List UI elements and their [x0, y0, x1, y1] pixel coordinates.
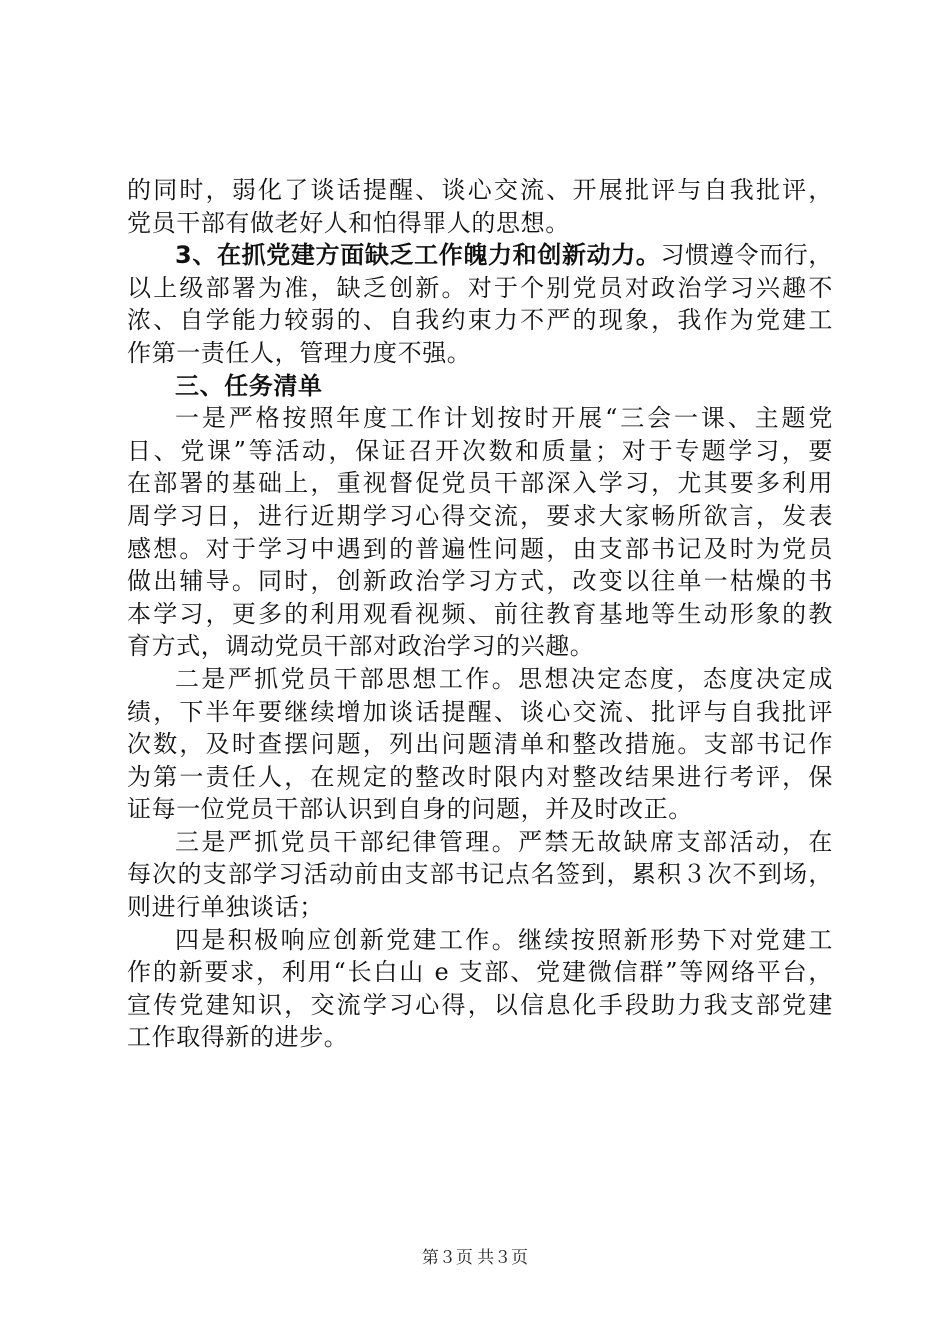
line-text: 作的新要求，利用“长白山 e 支部、党建微信群”等网络平台，	[127, 958, 833, 987]
line-text: 工作取得新的进步。	[127, 1023, 349, 1052]
text-line	[127, 174, 833, 207]
text-line	[127, 793, 833, 826]
line-text: 在部署的基础上，重视督促党员干部深入学习，尤其要多利用	[127, 469, 833, 498]
document-body	[127, 174, 833, 1054]
page-footer: 第３页 共３页	[421, 1248, 529, 1267]
text-line	[127, 728, 833, 761]
text-line	[127, 858, 833, 891]
line-text: 感想。对于学习中遇到的普遍性问题，由支部书记及时为党员	[127, 534, 833, 563]
line-text: 证每一位党员干部认识到自身的问题，并及时改正。	[127, 795, 693, 824]
line-text: 宣传党建知识，交流学习心得，以信息化手段助力我支部党建	[127, 990, 833, 1019]
bold-lead-text: 3、在抓党建方面缺乏工作魄力和创新动力。	[175, 241, 661, 270]
text-line	[127, 533, 833, 566]
line-text: 本学习，更多的利用观看视频、前往教育基地等生动形象的教	[127, 599, 833, 628]
line-text: 三是严抓党员干部纪律管理。严禁无故缺席支部活动，在	[175, 827, 833, 856]
text-line	[127, 1021, 833, 1054]
text-line	[127, 435, 833, 468]
text-line	[127, 565, 833, 598]
text-line	[127, 924, 833, 957]
text-line	[127, 598, 833, 631]
text-line	[127, 663, 833, 696]
text-line	[127, 891, 833, 924]
line-text: 浓、自学能力较弱的、自我约束力不严的现象，我作为党建工	[127, 306, 833, 335]
line-text: 日、党课”等活动，保证召开次数和质量；对于专题学习，要	[127, 436, 833, 465]
line-text: 的同时，弱化了谈话提醒、谈心交流、开展批评与自我批评，	[127, 176, 833, 204]
line-text: 二是严抓党员干部思想工作。思想决定态度，态度决定成	[175, 664, 833, 693]
text-line	[127, 272, 833, 305]
text-line	[127, 467, 833, 500]
line-text: 育方式，调动党员干部对政治学习的兴趣。	[127, 632, 595, 661]
line-text: 每次的支部学习活动前由支部书记点名签到，累积３次不到场，	[127, 860, 833, 889]
line-text: 绩，下半年要继续增加谈话提醒、谈心交流、批评与自我批评	[127, 697, 833, 726]
line-text: 四是积极响应创新党建工作。继续按照新形势下对党建工	[175, 925, 833, 954]
line-text: 习惯遵令而行，	[660, 241, 833, 270]
text-line	[127, 304, 833, 337]
line-text: 做出辅导。同时，创新政治学习方式，改变以往单一枯燥的书	[127, 567, 833, 596]
line-text: 作第一责任人，管理力度不强。	[127, 338, 472, 367]
text-line	[127, 630, 833, 663]
section-heading	[127, 370, 833, 403]
text-line	[127, 402, 833, 435]
text-line	[127, 826, 833, 859]
section-heading-text: 三、任务清单	[175, 371, 323, 400]
line-text: 则进行单独谈话；	[127, 893, 324, 922]
line-text: 一是严格按照年度工作计划按时开展“三会一课、主题党	[175, 404, 833, 433]
line-text: 党员干部有做老好人和怕得罪人的思想。	[127, 208, 570, 237]
line-text: 以上级部署为准，缺乏创新。对于个别党员对政治学习兴趣不	[127, 273, 833, 302]
text-line	[127, 239, 833, 272]
text-line	[127, 207, 833, 240]
text-line	[127, 696, 833, 729]
line-text: 周学习日，进行近期学习心得交流，要求大家畅所欲言，发表	[127, 501, 833, 530]
text-line	[127, 337, 833, 370]
text-line	[127, 500, 833, 533]
text-line	[127, 989, 833, 1022]
text-line	[127, 761, 833, 794]
line-text: 次数，及时查摆问题，列出问题清单和整改措施。支部书记作	[127, 730, 833, 759]
line-text: 为第一责任人，在规定的整改时限内对整改结果进行考评，保	[127, 762, 833, 791]
text-line	[127, 956, 833, 989]
